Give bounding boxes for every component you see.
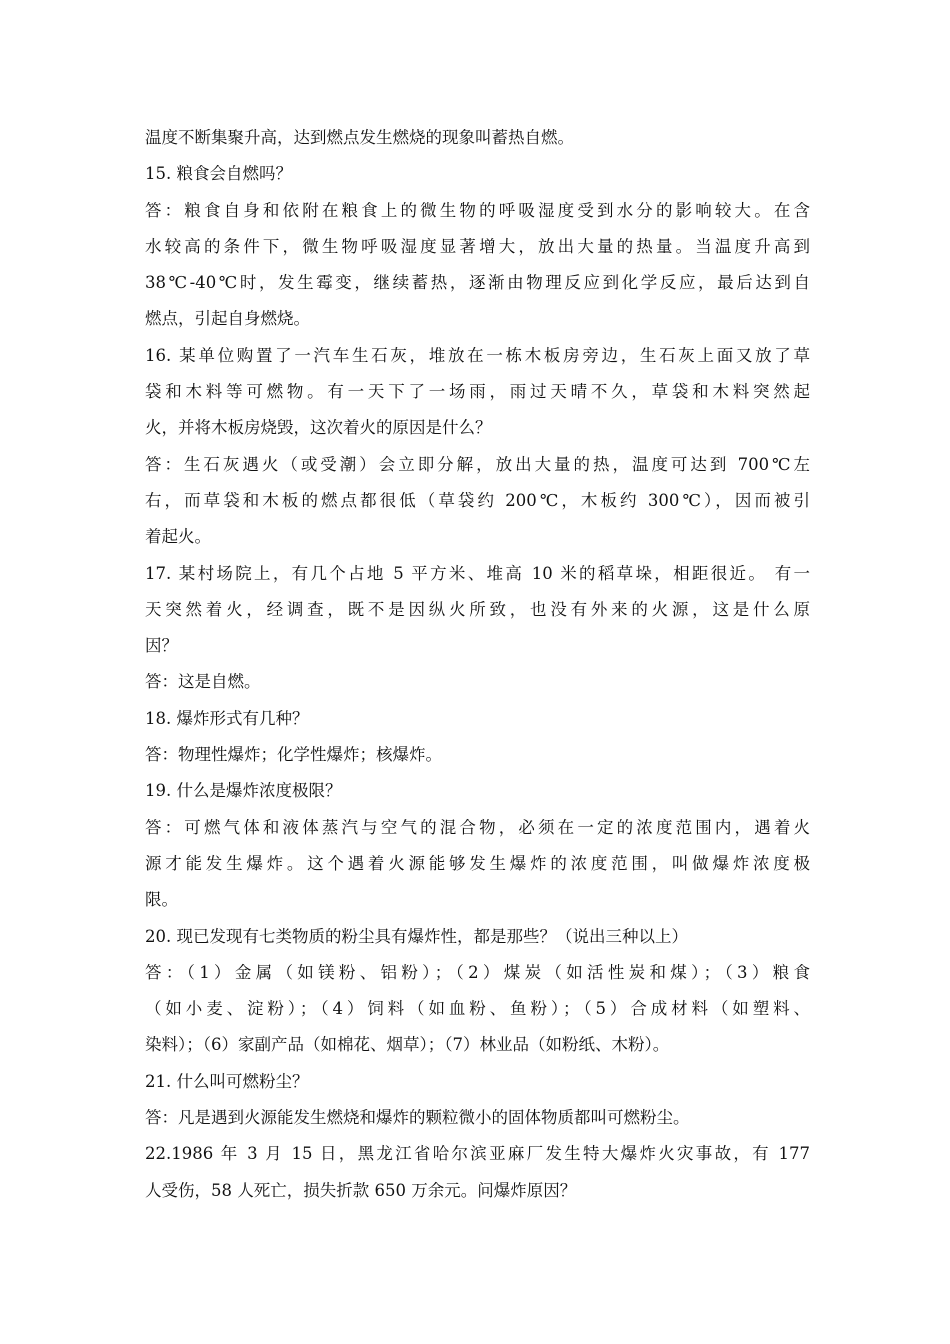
answer-21: 答：凡是遇到火源能发生燃烧和爆炸的颗粒微小的固体物质都叫可燃粉尘。 [145, 1108, 690, 1128]
answer-19-line-3: 限。 [145, 890, 178, 910]
question-22-line-1: 22.1986 年 3 月 15 日，黑龙江省哈尔滨亚麻厂发生特大爆炸火灾事故，有 177 [145, 1144, 810, 1164]
answer-18: 答：物理性爆炸；化学性爆炸；核爆炸。 [145, 745, 442, 765]
answer-16-line-3: 着起火。 [145, 527, 211, 547]
question-22-line-2: 人受伤，58 人死亡，损失折款 650 万余元。问爆炸原因？ [145, 1180, 577, 1200]
answer-15-line-3: 38℃-40℃时，发生霉变，继续蓄热，逐渐由物理反应到化学反应，最后达到自 [145, 273, 810, 293]
question-17-line-2: 天突然着火，经调查，既不是因纵火所致，也没有外来的火源，这是什么原 [145, 599, 810, 619]
document-body [145, 120, 810, 1209]
answer-19-line-2: 源才能发生爆炸。这个遇着火源能够发生爆炸的浓度范围，叫做爆炸浓度极 [145, 853, 810, 873]
question-17-line-3: 因？ [145, 636, 178, 656]
answer-16-line-1: 答：生石灰遇火（或受潮）会立即分解，放出大量的热，温度可达到 700℃左 [145, 454, 810, 474]
answer-20-line-1: 答：（1）金属（如镁粉、铝粉）；（2）煤炭（如活性炭和煤）；（3）粮食 [145, 962, 810, 982]
text-line: 温度不断集聚升高，达到燃点发生燃烧的现象叫蓄热自燃。 [145, 128, 574, 147]
question-21: 21. 什么叫可燃粉尘？ [145, 1071, 309, 1091]
question-20: 20. 现已发现有七类物质的粉尘具有爆炸性，都是那些？（说出三种以上） [145, 926, 688, 946]
answer-20-line-2: （如小麦、淀粉）；（4）饲料（如血粉、鱼粉）；（5）合成材料（如塑料、 [145, 999, 810, 1019]
question-15: 15. 粮食会自燃吗？ [145, 164, 292, 184]
answer-20-line-3: 染料）；（6）家副产品（如棉花、烟草）；（7）林业品（如粉纸、木粉）。 [145, 1035, 670, 1055]
answer-19-line-1: 答：可燃气体和液体蒸汽与空气的混合物，必须在一定的浓度范围内，遇着火 [145, 817, 810, 837]
question-16-line-3: 火，并将木板房烧毁，这次着火的原因是什么？ [145, 418, 492, 438]
answer-15-line-4: 燃点，引起自身燃烧。 [145, 309, 310, 329]
question-18: 18. 爆炸形式有几种？ [145, 708, 309, 728]
question-19: 19. 什么是爆炸浓度极限？ [145, 781, 342, 801]
answer-16-line-2: 右，而草袋和木板的燃点都很低（草袋约 200℃，木板约 300℃），因而被引 [145, 490, 810, 510]
answer-15-line-1: 答：粮食自身和依附在粮食上的微生物的呼吸湿度受到水分的影响较大。在含 [145, 200, 810, 220]
question-16-line-1: 16. 某单位购置了一汽车生石灰，堆放在一栋木板房旁边，生石灰上面又放了草 [145, 345, 810, 365]
answer-15-line-2: 水较高的条件下，微生物呼吸湿度显著增大，放出大量的热量。当温度升高到 [145, 236, 810, 256]
answer-17: 答：这是自燃。 [145, 672, 261, 692]
question-17-line-1: 17. 某村场院上，有几个占地 5 平方米、堆高 10 米的稻草垛，相距很近。 有一 [145, 563, 810, 583]
question-16-line-2: 袋和木料等可燃物。有一天下了一场雨，雨过天晴不久，草袋和木料突然起 [145, 382, 810, 402]
